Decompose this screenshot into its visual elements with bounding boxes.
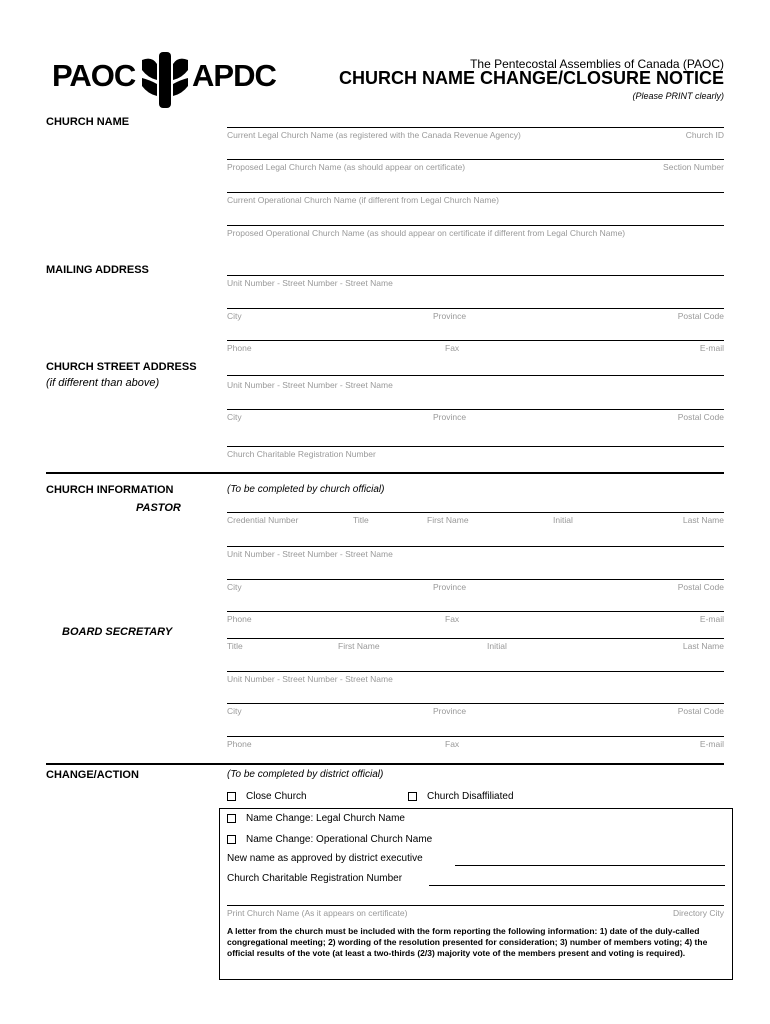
field-label: Proposed Legal Church Name (as should appear on certificate)	[227, 162, 466, 172]
current-legal-name-field[interactable]	[227, 127, 724, 142]
page-subtitle: (Please PRINT clearly)	[632, 91, 724, 101]
secretary-phone-row[interactable]	[227, 736, 724, 751]
field-label: Province	[433, 412, 467, 422]
field-label: Postal Code	[677, 582, 724, 592]
pastor-name-row[interactable]	[227, 513, 724, 527]
church-name-heading: CHURCH NAME	[46, 116, 130, 128]
secretary-name-row[interactable]	[227, 638, 724, 653]
field-label: Postal Code	[677, 412, 724, 422]
field-label: Province	[433, 311, 467, 321]
secretary-city-row[interactable]	[227, 703, 724, 718]
street-charitable-field[interactable]	[227, 446, 724, 461]
proposed-operational-name-field[interactable]	[227, 225, 724, 240]
field-label: Phone	[227, 739, 252, 749]
field-label: Last Name	[682, 641, 724, 651]
field-label: Fax	[445, 343, 460, 353]
section-divider	[46, 763, 724, 765]
approved-name-input[interactable]	[455, 864, 725, 866]
field-label: First Name	[338, 641, 380, 651]
field-label: Fax	[445, 614, 460, 624]
mailing-address-heading: MAILING ADDRESS	[46, 264, 149, 276]
logo-left-text: PAOC	[52, 58, 136, 93]
board-secretary-heading: BOARD SECRETARY	[62, 626, 173, 638]
operational-name-change-checkbox[interactable]	[227, 834, 432, 845]
field-label: Section Number	[663, 162, 724, 172]
field-label: Current Legal Church Name (as registered with the Canada Revenue Agency)	[227, 130, 521, 140]
legal-name-change-checkbox[interactable]	[227, 813, 405, 824]
field-label: City	[227, 706, 242, 716]
current-operational-name-field[interactable]	[227, 192, 724, 207]
logo-right-text: APDC	[192, 58, 276, 93]
checkbox-label: Name Change: Legal Church Name	[246, 813, 405, 824]
field-label: Credential Number	[227, 515, 299, 525]
district-official-note: (To be completed by district official)	[227, 769, 384, 780]
pastor-phone-row[interactable]	[227, 611, 724, 626]
field-label: Phone	[227, 614, 252, 624]
field-label: Phone	[227, 343, 252, 353]
field-label: Unit Number - Street Number - Street Name	[227, 674, 393, 684]
field-label: First Name	[427, 515, 469, 525]
field-label: E-mail	[699, 614, 724, 624]
approved-name-label: New name as approved by district executive	[227, 853, 423, 864]
field-label: Last Name	[682, 515, 724, 525]
field-label: City	[227, 582, 242, 592]
checkbox-label: Church Disaffiliated	[427, 791, 514, 802]
field-label: Unit Number - Street Number - Street Name	[227, 380, 393, 390]
street-address-heading: CHURCH STREET ADDRESS	[46, 361, 197, 373]
field-label: Current Operational Church Name (if different from Legal Church Name)	[227, 195, 499, 205]
secretary-street-field[interactable]	[227, 671, 724, 686]
mailing-phone-row[interactable]	[227, 340, 724, 355]
field-label: Initial	[553, 515, 573, 525]
pastor-heading: PASTOR	[136, 502, 181, 514]
field-label: Province	[433, 706, 467, 716]
field-label: Directory City	[672, 908, 724, 918]
street-address-subheading: (if different than above)	[46, 377, 160, 389]
mailing-street-field[interactable]	[227, 275, 724, 290]
paoc-logo	[52, 50, 284, 110]
checkbox-label: Close Church	[246, 791, 307, 802]
field-label: Title	[353, 515, 369, 525]
field-label: Province	[433, 582, 467, 592]
disaffiliated-checkbox[interactable]	[408, 791, 514, 802]
street-city-row[interactable]	[227, 409, 724, 424]
field-label: Fax	[445, 739, 460, 749]
field-label: Proposed Operational Church Name (as should appear on certificate if different from Legal Church Name)	[227, 228, 626, 238]
church-official-note: (To be completed by church official)	[227, 484, 385, 495]
field-label: Church ID	[685, 130, 724, 140]
field-label: E-mail	[699, 343, 724, 353]
field-label: Postal Code	[677, 706, 724, 716]
charitable-number-input[interactable]	[429, 884, 725, 886]
checkbox-icon	[227, 792, 236, 801]
field-label: Unit Number - Street Number - Street Name	[227, 549, 393, 559]
proposed-legal-name-field[interactable]	[227, 159, 724, 174]
checkbox-icon	[227, 814, 236, 823]
print-church-name-field[interactable]	[227, 905, 724, 920]
field-label: Title	[227, 641, 243, 651]
change-action-heading: CHANGE/ACTION	[46, 769, 139, 781]
pastor-street-field[interactable]	[227, 546, 724, 561]
section-divider	[46, 472, 724, 474]
letter-requirement-notice: A letter from the church must be included with the form reporting the following information: 1) date of the duly-called congregational meeting; 2) wording of the resolution presented for consideration; 3) number of members voting; 4) the official results of the vote (at least a two-thirds (2/3) majority vote of the members present and voting is required).	[227, 926, 708, 958]
pastor-city-row[interactable]	[227, 579, 724, 594]
mailing-city-row[interactable]	[227, 308, 724, 323]
street-address-field[interactable]	[227, 375, 724, 390]
close-church-checkbox[interactable]	[227, 791, 307, 802]
field-label: Unit Number - Street Number - Street Name	[227, 278, 393, 288]
field-label: Initial	[487, 641, 507, 651]
field-label: Print Church Name (As it appears on certificate)	[227, 908, 408, 918]
charitable-number-label: Church Charitable Registration Number	[227, 873, 403, 884]
field-label: Church Charitable Registration Number	[227, 449, 376, 459]
checkbox-icon	[227, 835, 236, 844]
field-label: E-mail	[699, 739, 724, 749]
page-title: CHURCH NAME CHANGE/CLOSURE NOTICE	[338, 68, 724, 88]
field-label: City	[227, 412, 242, 422]
organization-name: The Pentecostal Assemblies of Canada (PAOC)	[470, 57, 724, 71]
checkbox-label: Name Change: Operational Church Name	[246, 834, 433, 845]
field-label: City	[227, 311, 242, 321]
church-information-heading: CHURCH INFORMATION	[46, 484, 174, 496]
logo-emblem-icon	[140, 50, 190, 110]
checkbox-icon	[408, 792, 417, 801]
field-label: Postal Code	[677, 311, 724, 321]
